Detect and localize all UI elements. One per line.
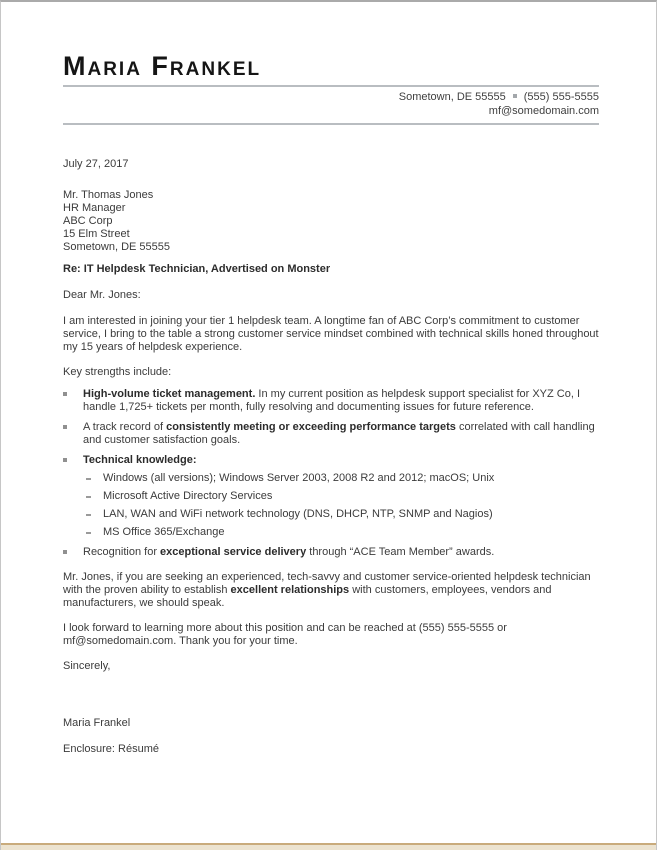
bullet-bold-text: High-volume ticket management.	[83, 388, 256, 400]
contact-phone: (555) 555-5555	[523, 91, 599, 103]
page-title: Maria Frankel	[63, 51, 262, 81]
bullet-bold-text: consistently meeting or exceeding performance targets	[166, 421, 456, 433]
bullet-bold-text: Technical knowledge:	[83, 454, 197, 466]
salutation: Dear Mr. Jones:	[63, 289, 141, 301]
contact-location: Sometown, DE 55555	[398, 91, 506, 103]
recipient-title: HR Manager	[63, 202, 126, 214]
square-bullet-icon	[63, 550, 67, 554]
sub-bullet-text: Microsoft Active Directory Services	[103, 490, 273, 502]
paragraph-text: with customers, employees, vendors and manufacturers, we should speak.	[63, 584, 552, 609]
dash-bullet-icon	[86, 514, 91, 516]
dash-bullet-icon	[86, 478, 91, 480]
list-item	[84, 490, 599, 503]
letterhead	[63, 51, 599, 125]
page-bottom-edge	[1, 843, 656, 850]
signature-name: Maria Frankel	[63, 717, 131, 729]
list-item	[63, 454, 599, 539]
bullet-text: A track record of	[83, 421, 167, 433]
contact-block	[63, 90, 599, 118]
bullet-text: Recognition for	[83, 546, 161, 558]
letter-date: July 27, 2017	[63, 158, 129, 170]
recipient-city: Sometown, DE 55555	[63, 241, 171, 253]
paragraph-bold-text: excellent relationships	[230, 584, 350, 596]
subject-line: Re: IT Helpdesk Technician, Advertised on Monster	[63, 263, 331, 275]
bullet-text: In my current position as helpdesk support specialist for XYZ Co, I handle 1,725+ tickets per month, fully resolving and documenting issues for future reference.	[83, 388, 581, 413]
recipient-name: Mr. Thomas Jones	[63, 189, 154, 201]
bullet-bold-text: exceptional service delivery	[160, 546, 307, 558]
closing-paragraph-2: I look forward to learning more about this position and can be reached at (555) 555-5555 or mf@somedomain.com. Thank you for your time.	[63, 622, 507, 647]
list-item	[63, 421, 599, 447]
square-bullet-icon	[63, 425, 67, 429]
list-item	[63, 546, 599, 559]
sub-bullet-text: Windows (all versions); Windows Server 2003, 2008 R2 and 2012; macOS; Unix	[103, 472, 495, 484]
header-divider-bottom	[63, 123, 599, 125]
square-bullet-icon	[63, 458, 67, 462]
header-divider-top	[63, 85, 599, 87]
recipient-address-block	[63, 189, 599, 254]
square-bullet-icon	[63, 392, 67, 396]
list-item	[84, 472, 599, 485]
closing-paragraph-1	[63, 571, 599, 610]
paragraph-text: Mr. Jones, if you are seeking an experienced, tech-savvy and customer service-oriented helpdesk technician with the proven ability to establish	[63, 571, 591, 596]
technical-knowledge-sublist	[84, 472, 599, 539]
square-separator-icon	[513, 94, 517, 98]
sub-bullet-text: MS Office 365/Exchange	[103, 526, 225, 538]
strengths-list	[63, 388, 599, 559]
list-item	[84, 526, 599, 539]
intro-paragraph: I am interested in joining your tier 1 helpdesk team. A longtime fan of ABC Corp’s commitment to customer service, I bring to the table a strong customer service mindset combined with technical skills honed throughout my 15 years of helpdesk experience.	[63, 315, 599, 353]
sub-bullet-text: LAN, WAN and WiFi network technology (DNS, DHCP, NTP, SNMP and Nagios)	[103, 508, 493, 520]
dash-bullet-icon	[86, 532, 91, 534]
valediction: Sincerely,	[63, 660, 111, 672]
letter-body	[63, 158, 599, 756]
strengths-heading: Key strengths include:	[63, 366, 172, 378]
list-item	[84, 508, 599, 521]
dash-bullet-icon	[86, 496, 91, 498]
bullet-text: correlated with call handling and customer satisfaction goals.	[83, 421, 595, 446]
recipient-street: 15 Elm Street	[63, 228, 130, 240]
enclosure-line: Enclosure: Résumé	[63, 743, 159, 755]
bullet-text: through “ACE Team Member” awards.	[306, 546, 495, 558]
recipient-company: ABC Corp	[63, 215, 113, 227]
contact-email: mf@somedomain.com	[488, 105, 599, 117]
list-item	[63, 388, 599, 414]
contact-line	[63, 90, 599, 104]
